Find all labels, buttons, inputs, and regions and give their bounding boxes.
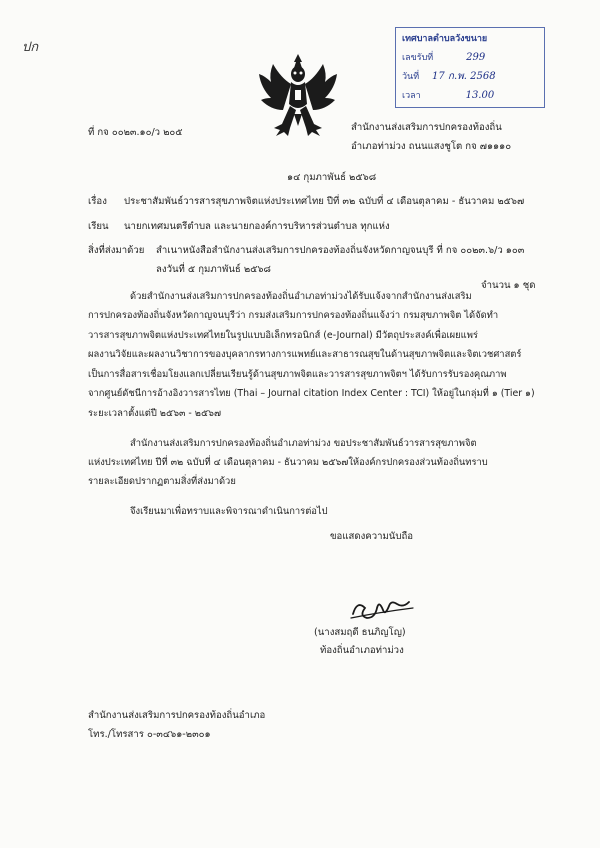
paragraph-1-line: ด้วยสำนักงานส่งเสริมการปกครองท้องถิ่นอำเภอท่าม่วงได้รับแจ้งจากสำนักงานส่งเสริม (130, 291, 472, 302)
paragraph-2-line: แห่งประเทศไทย ปีที่ ๓๒ ฉบับที่ ๔ เดือนตุลาคม - ธันวาคม ๒๕๖๗ให้องค์กรปกครองส่วนท้องถิ่นทราบ (88, 457, 488, 468)
attachment-line-1: สำเนาหนังสือสำนักงานส่งเสริมการปกครองท้องถิ่นจังหวัดกาญจนบุรี ที่ กจ ๐๐๒๓.๖/ว ๑๐๓ (156, 245, 525, 256)
paragraph-1-line: ระยะเวลาตั้งแต่ปี ๒๕๖๓ - ๒๕๖๗ (88, 408, 222, 419)
document-date: ๑๔ กุมภาพันธ์ ๒๕๖๘ (287, 172, 377, 183)
paragraph-1-line: วารสารสุขภาพจิตแห่งประเทศไทยในรูปแบบอิเล็กทรอนิกส์ (e-Journal) มีวัตถุประสงค์เพื่อเผยแพร่ (88, 330, 478, 341)
paragraph-1-line: เป็นการสื่อสารเชื่อมโยงแลกเปลี่ยนเรียนรู้ด้านสุขภาพจิตและวารสารสุขภาพจิตฯ ได้รับการรับรองคุณภาพ (88, 369, 507, 380)
attachment-line-2: ลงวันที่ ๕ กุมภาพันธ์ ๒๕๖๘ (156, 264, 271, 275)
signer-position: ท้องถิ่นอำเภอท่าม่วง (320, 645, 404, 656)
to-text: นายกเทศมนตรีตำบล และนายกองค์การบริหารส่วนตำบล ทุกแห่ง (124, 221, 390, 232)
to-label: เรียน (88, 221, 109, 232)
handwritten-signature-icon (343, 586, 423, 626)
paragraph-3: จึงเรียนมาเพื่อทราบและพิจารณาดำเนินการต่อไป (130, 506, 328, 517)
paragraph-1-line: ผลงานวิจัยและผลงานวิชาการของบุคลากรทางการแพทย์และสาธารณสุขในด้านสุขภาพจิตและจิตเวชศาสตร์ (88, 349, 522, 360)
paragraph-2-line: สำนักงานส่งเสริมการปกครองท้องถิ่นอำเภอท่าม่วง ขอประชาสัมพันธ์วารสารสุขภาพจิต (130, 438, 477, 449)
closing-line: ขอแสดงความนับถือ (330, 531, 414, 542)
attachment-quantity: จำนวน ๑ ชุด (481, 280, 536, 291)
paragraph-1-line: การปกครองท้องถิ่นจังหวัดกาญจนบุรีว่า กรมส่งเสริมการปกครองท้องถิ่นแจ้งว่า กรมสุขภาพจิต ได้จัดทำ (88, 310, 499, 321)
stamp-received-no: เลขรับที่ 299 (402, 52, 486, 63)
subject-text: ประชาสัมพันธ์วารสารสุขภาพจิตแห่งประเทศไทย ปีที่ ๓๒ ฉบับที่ ๔ เดือนตุลาคม - ธันวาคม ๒๕๖๗ (124, 196, 525, 207)
footer-phone: โทร./โทรสาร ๐-๓๔๖๑-๒๓๐๑ (88, 729, 211, 740)
corner-mark: ปก (22, 40, 39, 55)
subject-label: เรื่อง (88, 196, 107, 207)
stamp-time: เวลา 13.00 (402, 90, 495, 101)
attachment-label: สิ่งที่ส่งมาด้วย (88, 245, 145, 256)
sender-line-2: อำเภอท่าม่วง ถนนแสงชูโต กจ ๗๑๑๑๐ (351, 141, 512, 152)
document-number: ที่ กจ ๐๐๒๓.๑๐/ว ๒๐๕ (88, 127, 183, 138)
signer-name: (นางสมฤดี ธนภิญโญ) (314, 627, 406, 638)
stamp-org: เทศบาลตำบลวังขนาย (402, 34, 488, 44)
stamp-date: วันที่ 17 ก.พ. 2568 (402, 71, 496, 82)
paragraph-1-line: จากศูนย์ดัชนีการอ้างอิงวารสารไทย (Thai – Journal citation Index Center : TCI) ให้อยู่ในกลุ่มที่ ๑ (Tier ๑) (88, 388, 535, 399)
receiving-stamp (395, 27, 545, 108)
footer-office: สำนักงานส่งเสริมการปกครองท้องถิ่นอำเภอ (88, 710, 266, 721)
sender-line-1: สำนักงานส่งเสริมการปกครองท้องถิ่น (351, 122, 502, 133)
garuda-emblem-icon (257, 52, 339, 144)
paragraph-2-line: รายละเอียดปรากฏตามสิ่งที่ส่งมาด้วย (88, 476, 236, 487)
